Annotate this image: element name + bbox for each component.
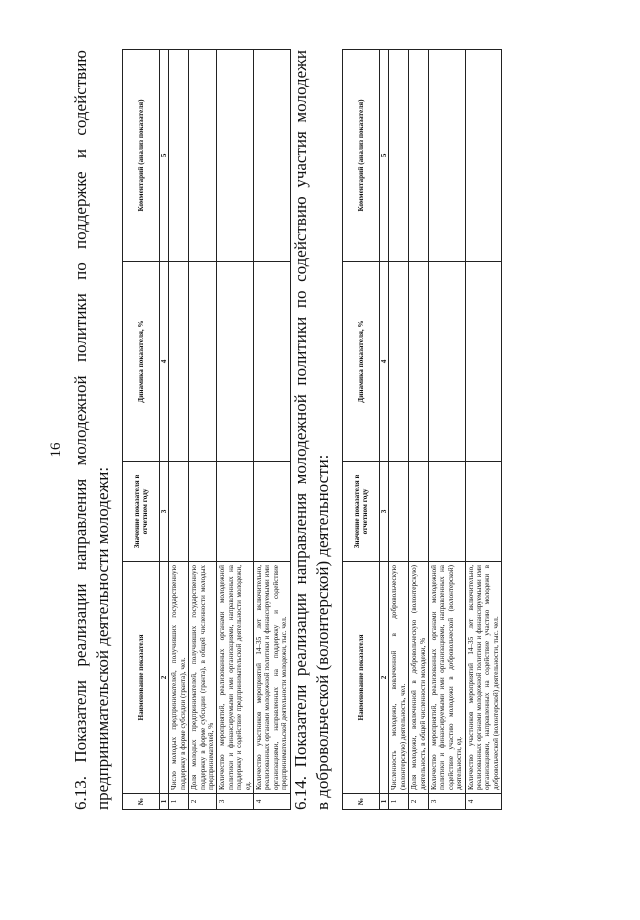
comment-cell[interactable]: [189, 50, 217, 262]
table-row: [429, 50, 466, 810]
section-6-13-title-line2: предпринимательской деятельности молодежи:: [93, 466, 112, 810]
comment-cell[interactable]: [409, 50, 429, 262]
indicator-name: Численность молодежи, вовлеченной в добровольческую (волонтерскую) деятельность, чел.: [389, 562, 409, 794]
col-number: 4: [380, 262, 389, 462]
comment-cell[interactable]: [217, 50, 254, 262]
col-number: 3: [380, 462, 389, 562]
header-indicator-name: Наименование показателя: [343, 562, 380, 794]
col-number: 1: [380, 794, 389, 810]
col-number: 1: [160, 794, 169, 810]
indicator-name: Количество мероприятий, реализованных органами молодежной политики и финансируемыми ими организациями, направленных на содействие участию молодежи в добровольческой (волонтерской) деятельности, ед.: [429, 562, 466, 794]
header-dynamics: Динамика показателя, %: [123, 262, 160, 462]
dynamics-cell[interactable]: [217, 262, 254, 462]
table-row: [389, 50, 409, 810]
dynamics-cell[interactable]: [465, 262, 502, 462]
value-cell[interactable]: [409, 462, 429, 562]
value-cell[interactable]: [189, 462, 217, 562]
section-6-13-heading: [70, 50, 114, 810]
indicator-name: Количество участников мероприятий 14–35 лет включительно, реализованных органами молодежной политики и финансируемыми ими организациями, направленных на поддержку и содействие предпринимательской деятельности молодежи, тыс. чел.: [254, 562, 291, 794]
row-number: 2: [409, 794, 429, 810]
header-value: Значение показателя в отчетном году: [343, 462, 380, 562]
table-row: [217, 50, 254, 810]
section-6-13-title-line1: 6.13. Показатели реализации направления молодежной политики по поддержке и содействию: [71, 50, 90, 810]
dynamics-cell[interactable]: [389, 262, 409, 462]
header-comment: Комментарий (анализ показателя): [123, 50, 160, 262]
header-number: №: [343, 794, 380, 810]
dynamics-cell[interactable]: [429, 262, 466, 462]
header-value: Значение показателя в отчетном году: [123, 462, 160, 562]
col-number: 3: [160, 462, 169, 562]
row-number: 1: [389, 794, 409, 810]
value-cell[interactable]: [254, 462, 291, 562]
page-number: 16: [48, 442, 64, 458]
indicator-name: Доля молодежи, вовлеченной в добровольческую (волонтерскую) деятельность, в общей численности молодежи, %: [409, 562, 429, 794]
value-cell[interactable]: [465, 462, 502, 562]
column-number-row: [380, 50, 389, 810]
col-number: 5: [160, 50, 169, 262]
row-number: 4: [465, 794, 502, 810]
comment-cell[interactable]: [169, 50, 189, 262]
row-number: 1: [169, 794, 189, 810]
entrepreneurship-indicators-table: [122, 49, 291, 810]
section-6-14-title-line1: 6.14. Показатели реализации направления молодежной политики по содействию участия молодежи: [291, 50, 310, 810]
comment-cell[interactable]: [429, 50, 466, 262]
indicator-name: Количество участников мероприятий 14–35 лет включительно, реализованных органами молодежной политики и финансируемыми ими организациями, направленных на содействие участию молодежи в добровольческой (волонтерской) деятельности, тыс. чел.: [465, 562, 502, 794]
dynamics-cell[interactable]: [254, 262, 291, 462]
volunteering-indicators-table: [342, 49, 502, 810]
table-header-row: [123, 50, 160, 810]
indicator-name: Доля молодых предпринимателей, получивших государственную поддержку в форме субсидии (гранта), в общей численности молодых предпринимателей, %: [189, 562, 217, 794]
table-row: [169, 50, 189, 810]
comment-cell[interactable]: [254, 50, 291, 262]
table-header-row: [343, 50, 380, 810]
indicator-name: Количество мероприятий, реализованных органами молодежной политики и финансируемыми ими организациями, направленных на поддержку и содействие предпринимательской деятельности молодежи, ед.: [217, 562, 254, 794]
col-number: 5: [380, 50, 389, 262]
dynamics-cell[interactable]: [409, 262, 429, 462]
comment-cell[interactable]: [389, 50, 409, 262]
table-row: [189, 50, 217, 810]
section-6-14-heading: [290, 50, 334, 810]
row-number: 2: [189, 794, 217, 810]
dynamics-cell[interactable]: [189, 262, 217, 462]
section-6-14-title-line2: в добровольческой (волонтерской) деятельности:: [313, 454, 332, 810]
table-row: [254, 50, 291, 810]
table-row: [465, 50, 502, 810]
comment-cell[interactable]: [465, 50, 502, 262]
column-number-row: [160, 50, 169, 810]
col-number: 2: [380, 562, 389, 794]
value-cell[interactable]: [429, 462, 466, 562]
value-cell[interactable]: [389, 462, 409, 562]
row-number: 3: [429, 794, 466, 810]
row-number: 4: [254, 794, 291, 810]
row-number: 3: [217, 794, 254, 810]
dynamics-cell[interactable]: [169, 262, 189, 462]
col-number: 2: [160, 562, 169, 794]
header-number: №: [123, 794, 160, 810]
value-cell[interactable]: [217, 462, 254, 562]
header-indicator-name: Наименование показателя: [123, 562, 160, 794]
value-cell[interactable]: [169, 462, 189, 562]
header-comment: Комментарий (анализ показателя): [343, 50, 380, 262]
header-dynamics: Динамика показателя, %: [343, 262, 380, 462]
indicator-name: Число молодых предпринимателей, получивших государственную поддержку в форме субсидии (гранта), чел.: [169, 562, 189, 794]
table-row: [409, 50, 429, 810]
col-number: 4: [160, 262, 169, 462]
